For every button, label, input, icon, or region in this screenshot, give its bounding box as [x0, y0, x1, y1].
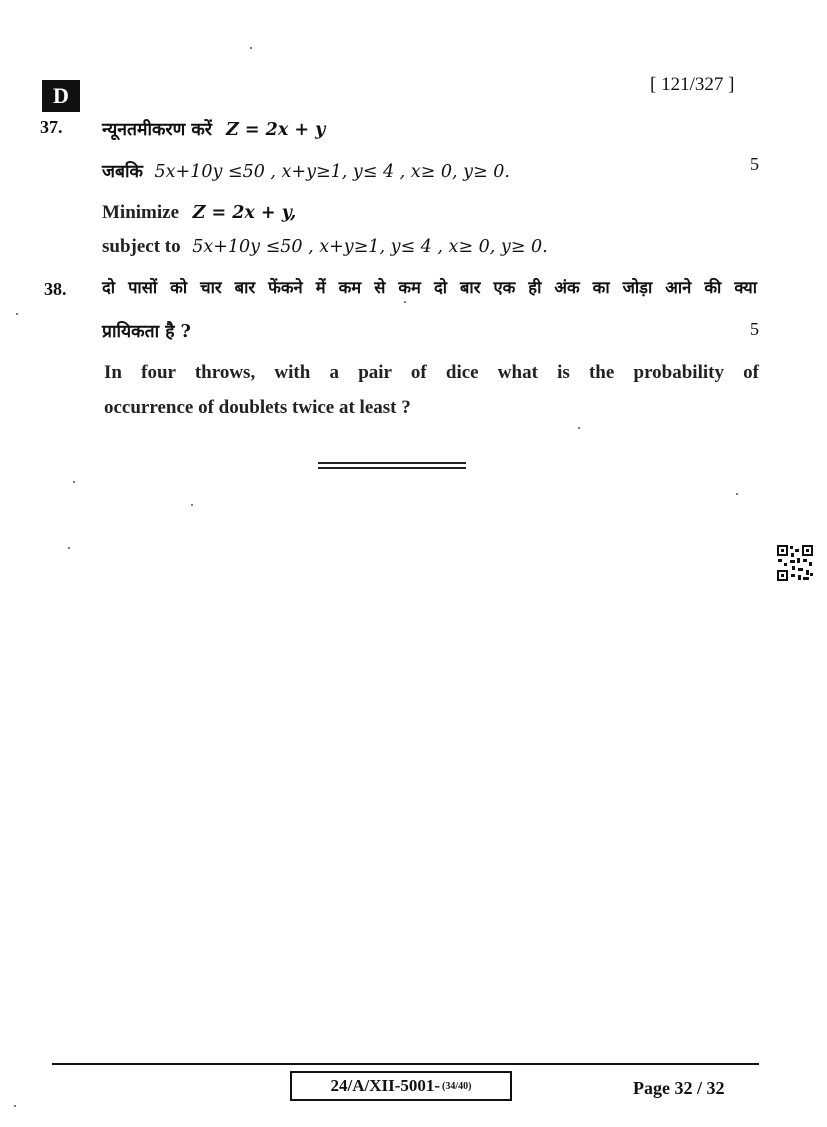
question-number-38: 38. — [44, 279, 67, 299]
page-number: Page 32 / 32 — [633, 1078, 725, 1098]
q37-objective-hi: Z = 2x + y — [226, 120, 326, 140]
q37-subject-to-label: subject to — [102, 236, 181, 257]
q38-english-line-2: occurrence of doublets twice at least ? — [104, 397, 411, 418]
q38-hindi-line-2: प्रायिकता है ? — [102, 322, 191, 342]
end-rule-bottom — [318, 467, 466, 469]
q38-hindi-line-1: दो पासों को चार बार फेंकने में कम से कम दो बार एक ही अंक का जोड़ा आने की क्या — [102, 278, 757, 297]
scan-speck — [736, 493, 738, 495]
paper-code: 24/A/XII-5001- — [330, 1076, 441, 1095]
set-badge: D — [42, 80, 80, 112]
scan-speck — [191, 504, 193, 506]
q37-hindi-line-2 — [102, 159, 510, 183]
q37-english-line-1 — [102, 202, 296, 224]
scan-speck — [404, 301, 406, 303]
q38-marks: 5 — [750, 319, 759, 339]
q38-english-line-1: In four throws, with a pair of dice what is the probability of — [104, 362, 759, 383]
scan-speck — [250, 47, 252, 49]
q37-english-line-2 — [102, 236, 548, 258]
q37-hindi-text: न्यूनतमीकरण करें — [102, 120, 212, 140]
footer-rule — [52, 1063, 759, 1065]
question-number-37: 37. — [40, 117, 63, 137]
q37-minimize-label: Minimize — [102, 202, 180, 223]
scan-speck — [578, 427, 580, 429]
q37-constraints-hi: 5x+10y ≤50 , x+y≥1, y≤ 4 , x≥ 0, y≥ 0. — [154, 162, 510, 182]
q37-marks: 5 — [750, 154, 759, 174]
scan-speck — [16, 313, 18, 315]
scan-speck — [73, 481, 75, 483]
paper-code-ref: [ 121/327 ] — [650, 74, 735, 95]
end-rule-top — [318, 462, 466, 464]
sheet-ref: (34/40) — [442, 1080, 472, 1092]
q37-hindi-condition-word: जबकि — [102, 162, 143, 182]
q37-hindi-line-1 — [102, 117, 325, 141]
qr-code-icon — [776, 544, 814, 582]
q37-constraints-en: 5x+10y ≤50 , x+y≥1, y≤ 4 , x≥ 0, y≥ 0. — [192, 237, 548, 257]
q37-objective-en: Z = 2x + y, — [192, 203, 297, 223]
footer-paper-code — [290, 1071, 512, 1101]
scan-speck — [14, 1105, 16, 1107]
scan-speck — [68, 547, 70, 549]
